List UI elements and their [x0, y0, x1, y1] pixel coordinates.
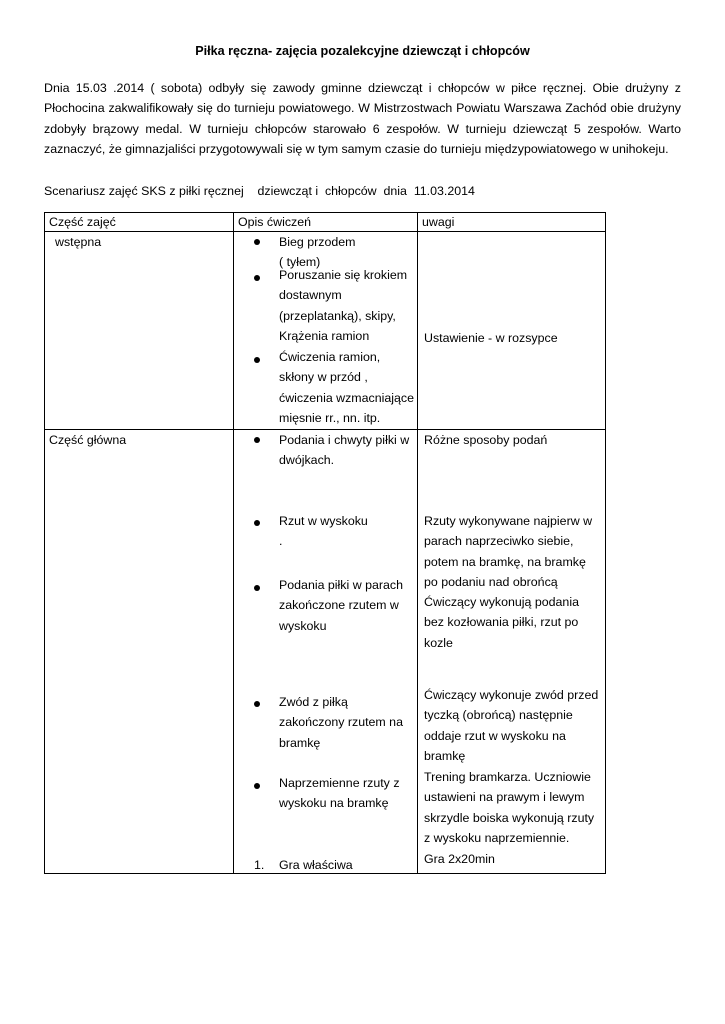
main-note-1: Różne sposoby podań — [424, 433, 548, 447]
main-note-3: Ćwiczący wykonują podania bez kozłowania piłki, rzut po kozle — [424, 595, 579, 650]
main-note-4: Ćwiczący wykonuje zwód przed tyczką (obrońcą) następnie oddaje rzut w wyskoku na bramkę — [424, 688, 599, 764]
warmup-part-cell — [45, 232, 234, 430]
main-exercises-cell — [234, 430, 418, 874]
main-item-5: Naprzemienne rzuty z wyskoku na bramkę — [279, 776, 400, 811]
main-item-4: Zwód z piłką zakończony rzutem na bramkę — [279, 695, 403, 750]
lesson-plan-table — [44, 212, 606, 874]
header-exercises — [234, 213, 418, 232]
intro-text: Dnia 15.03 .2014 ( sobota) odbyły się zawody gminne dziewcząt i chłopców w piłce ręcznej. Obie drużyny z Płochocina zakwalifikowały się do turnieju powiatowego. W Mistrzostwach Powiatu Warszawa Zachód obie drużyny zdobyły brązowy medal. W turnieju chłopców starowało 6 zespołów. W turnieju dziewcząt 5 zespołów. Warto zaznaczyć, że gimnazjaliści przygotowywali się w tym samym czasie do turnieju międzypowiatowego w unihokeju. — [44, 81, 681, 157]
document-title: Piłka ręczna- zajęcia pozalekcyjne dziewcząt i chłopców — [195, 44, 530, 58]
warmup-exercises-cell — [234, 232, 418, 430]
main-part-label: Część główna — [49, 433, 127, 447]
main-item-2: Rzut w wyskoku . — [279, 514, 368, 549]
warmup-item-1: Bieg przodem ( tyłem) — [279, 235, 356, 270]
table-row-main — [45, 430, 606, 874]
main-item-3: Podania piłki w parach zakończone rzutem w wyskoku — [279, 578, 403, 633]
warmup-part-label: wstępna — [55, 235, 102, 249]
header-notes — [418, 213, 606, 232]
numbered-marker: 1. — [254, 858, 265, 872]
table-row-warmup — [45, 232, 606, 430]
header-part-label: Część zajęć — [49, 215, 116, 229]
main-item-1: Podania i chwyty piłki w dwójkach. — [279, 433, 410, 468]
main-note-6: Gra 2x20min — [424, 852, 495, 866]
warmup-item-3: Ćwiczenia ramion, skłony w przód , ćwiczenia wzmacniające mięsnie rr., nn. itp. — [279, 350, 414, 426]
main-note-2: Rzuty wykonywane najpierw w parach naprzeciwko siebie, potem na bramkę, na bramkę po podaniu nad obrońcą — [424, 514, 593, 590]
header-notes-label: uwagi — [422, 215, 455, 229]
scenario-heading: Scenariusz zajęć SKS z piłki ręcznej dziewcząt i chłopców dnia 11.03.2014 — [44, 184, 475, 198]
main-part-cell — [45, 430, 234, 874]
main-item-game: Gra właściwa — [279, 858, 353, 872]
main-notes-cell — [418, 430, 606, 874]
header-part — [45, 213, 234, 232]
main-note-5: Trening bramkarza. Uczniowie ustawieni na prawym i lewym skrzydle boiska wykonują rzuty z wyskoku naprzemiennie. — [424, 770, 595, 846]
header-exercises-label: Opis ćwiczeń — [238, 215, 311, 229]
intro-paragraph — [44, 78, 681, 160]
warmup-note: Ustawienie - w rozsypce — [424, 331, 558, 345]
warmup-notes-cell — [418, 232, 606, 430]
warmup-item-2: Poruszanie się krokiem dostawnym (przeplatanką), skipy, Krążenia ramion — [279, 268, 408, 344]
table-header-row — [45, 213, 606, 232]
